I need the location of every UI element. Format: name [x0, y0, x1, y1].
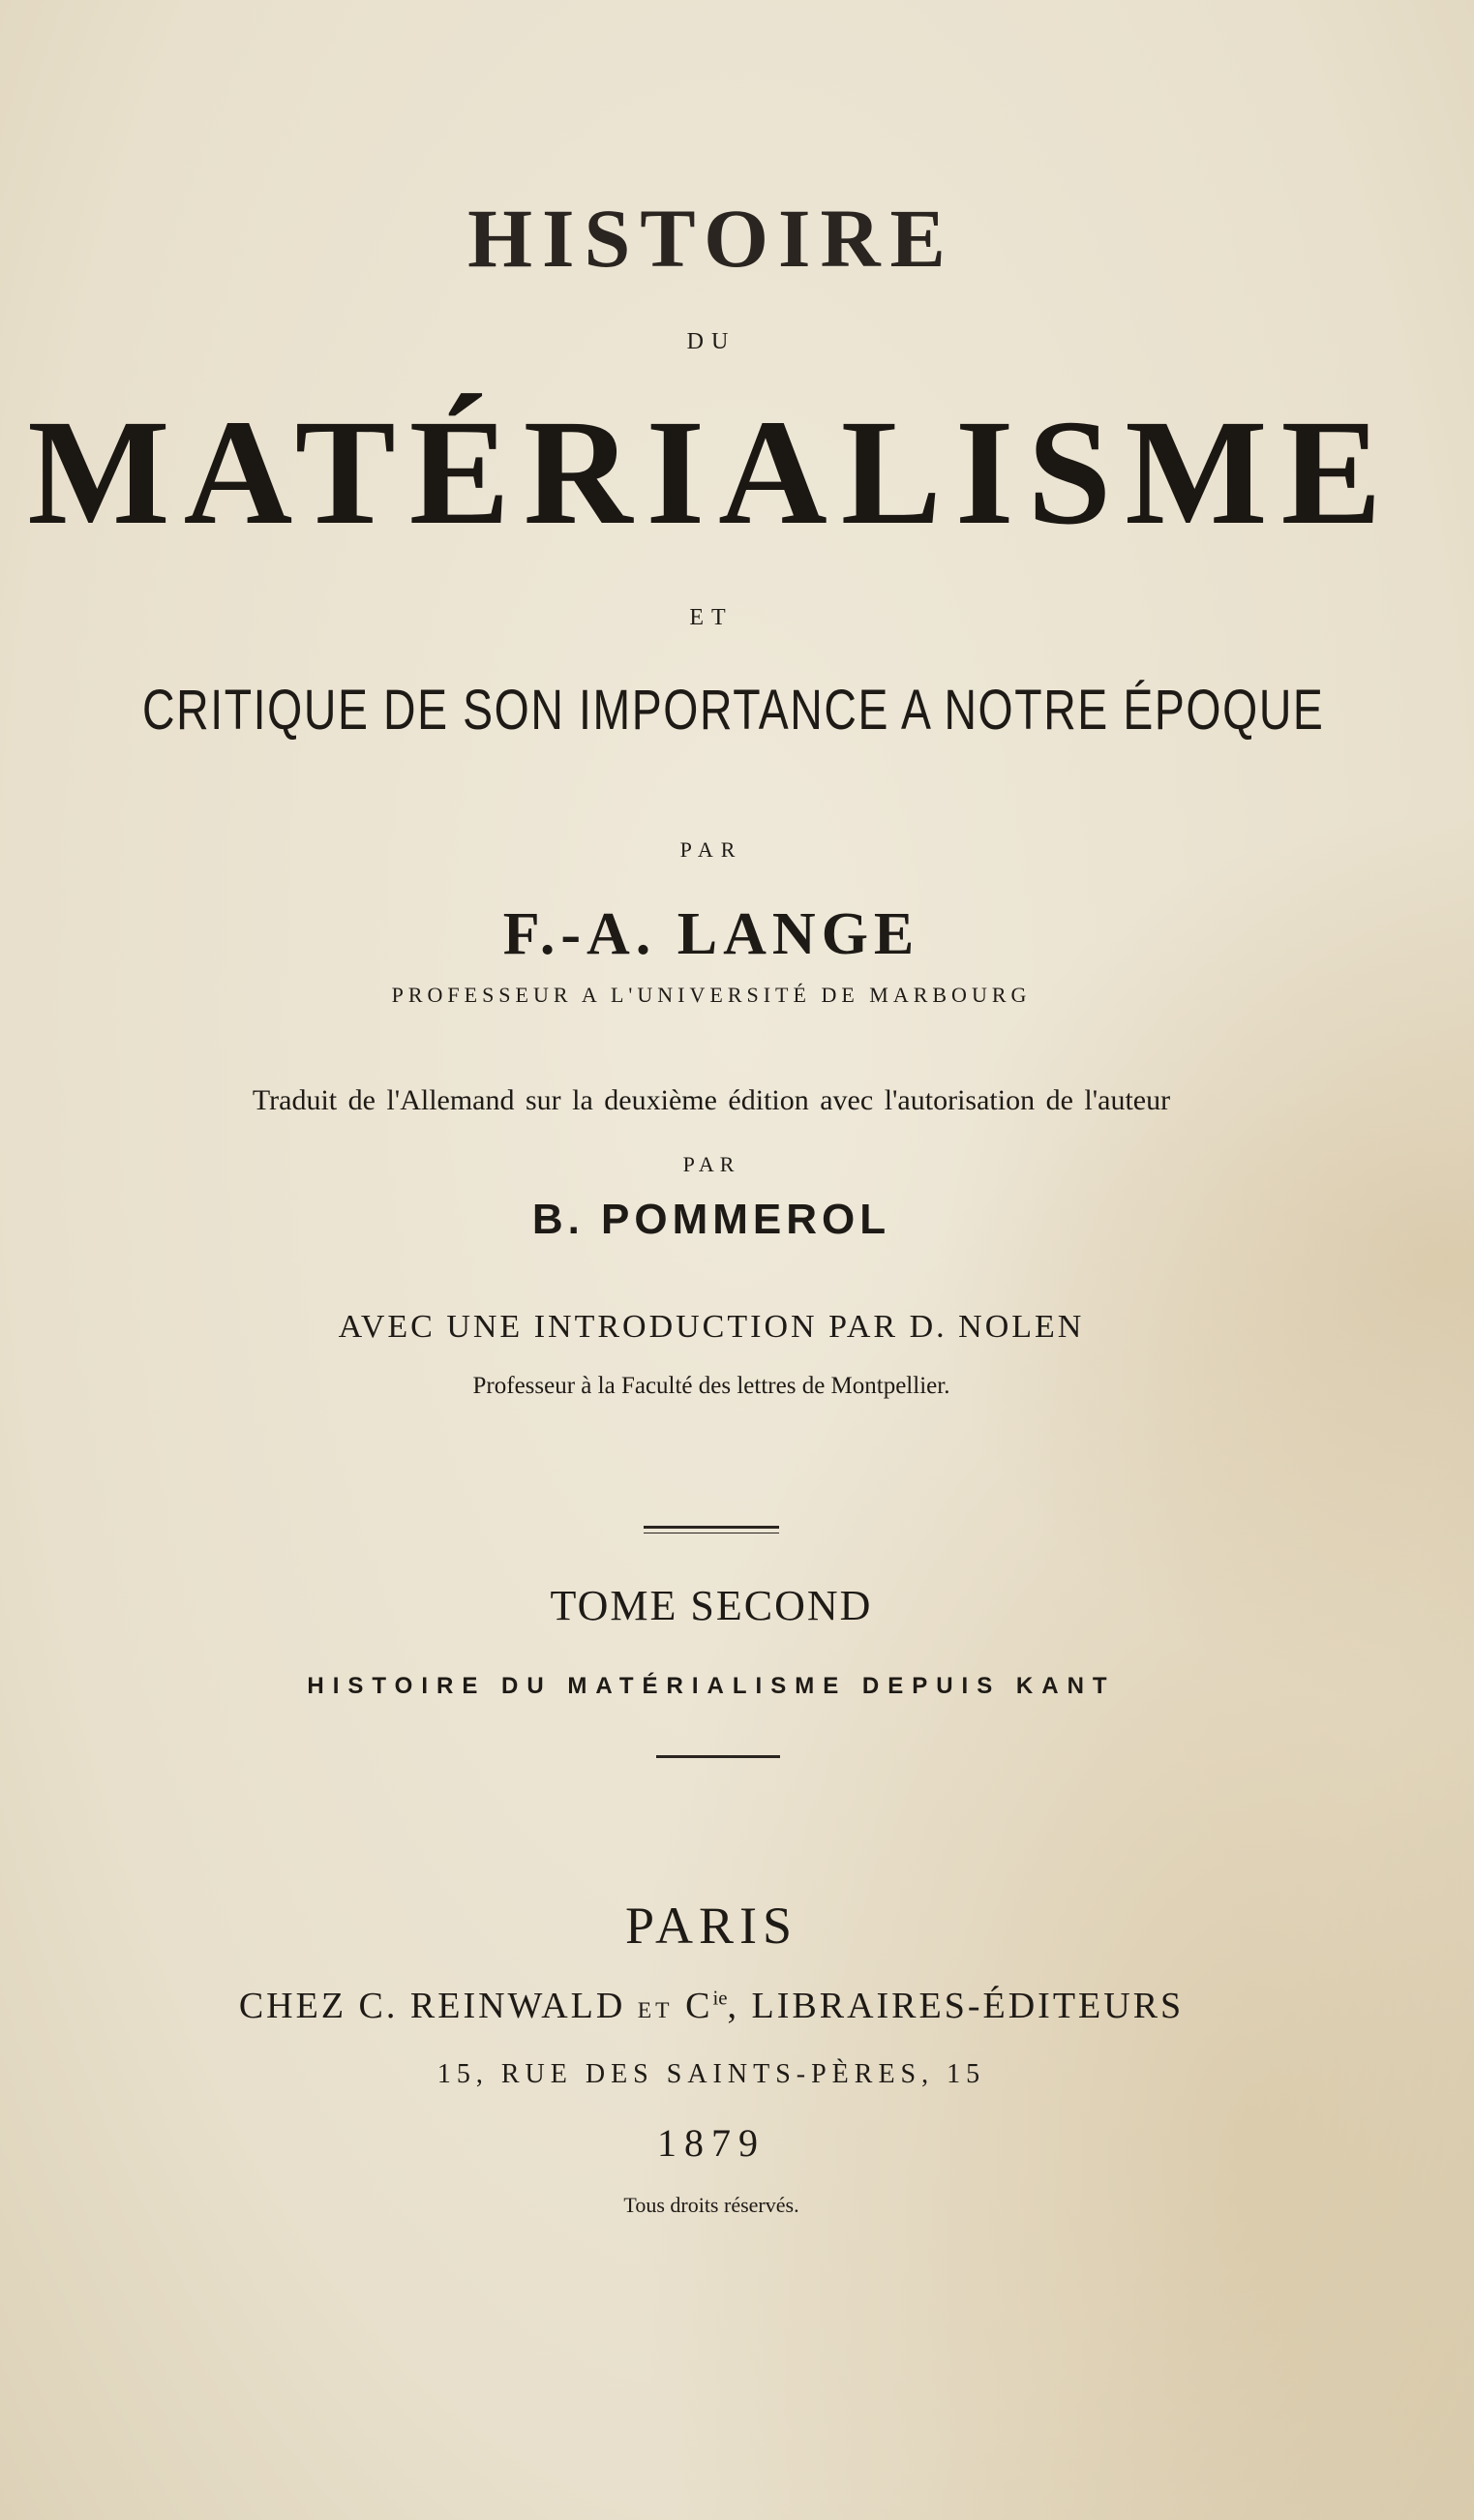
subtitle-critique: CRITIQUE DE SON IMPORTANCE A NOTRE ÉPOQUE: [142, 679, 1325, 742]
imprint-rights: Tous droits réservés.: [623, 2193, 799, 2217]
divider-rule: [656, 1755, 780, 1758]
publisher-suffix: , LIBRAIRES-ÉDITEURS: [727, 1986, 1185, 2026]
title-histoire: HISTOIRE: [467, 192, 955, 285]
par-label-translator: PAR: [682, 1152, 740, 1176]
imprint-year: 1879: [657, 2121, 766, 2165]
author-affiliation: PROFESSEUR A L'UNIVERSITÉ DE MARBOURG: [391, 983, 1032, 1007]
translator-name: B. POMMEROL: [531, 1196, 891, 1243]
imprint-city: PARIS: [624, 1897, 798, 1955]
title-du: DU: [686, 329, 737, 354]
par-label-author: PAR: [679, 837, 743, 862]
author-name: F.-A. LANGE: [502, 901, 920, 967]
introduction-credit: AVEC UNE INTRODUCTION PAR D. NOLEN: [338, 1309, 1085, 1345]
publisher-prefix: CHEZ C. REINWALD: [238, 1986, 638, 2026]
introducer-affiliation: Professeur à la Faculté des lettres de Montpellier.: [472, 1373, 950, 1399]
divider-double-rule: [644, 1526, 779, 1533]
volume-subtitle: HISTOIRE DU MATÉRIALISME DEPUIS KANT: [307, 1673, 1116, 1699]
imprint-publisher: [0, 1985, 1423, 2027]
translation-note: Traduit de l'Allemand sur la deuxième édition avec l'autorisation de l'auteur: [252, 1084, 1171, 1116]
publisher-et: ET: [637, 1998, 674, 2023]
volume-label: TOME SECOND: [550, 1582, 873, 1629]
publisher-c: C: [673, 1986, 713, 2026]
title-materialisme: MATÉRIALISME: [27, 388, 1396, 556]
title-et: ET: [689, 605, 734, 630]
imprint-address: 15, RUE DES SAINTS-PÈRES, 15: [436, 2059, 986, 2089]
publisher-sup: ie: [712, 1986, 728, 2010]
